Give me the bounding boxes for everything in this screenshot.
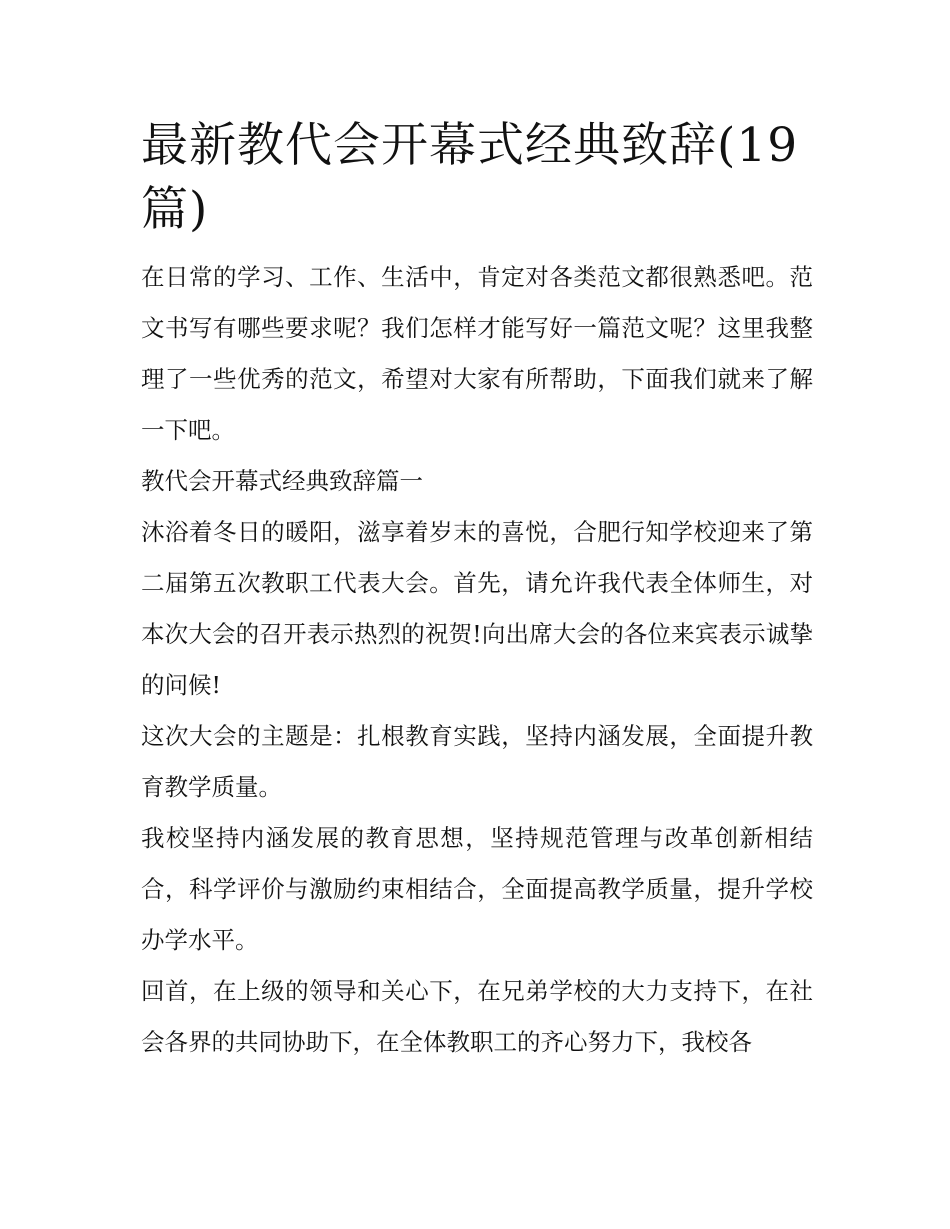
body-paragraph: 回首，在上级的领导和关心下，在兄弟学校的大力支持下，在社会各界的共同协助下，在全体教职工的齐心努力下，我校各 bbox=[141, 977, 813, 1056]
body-paragraph: 我校坚持内涵发展的教育思想，坚持规范管理与改革创新相结合，科学评价与激励约束相结合，全面提高教学质量，提升学校办学水平。 bbox=[141, 824, 813, 954]
body-paragraph: 沐浴着冬日的暖阳，滋享着岁末的喜悦，合肥行知学校迎来了第二届第五次教职工代表大会。首先，请允许我代表全体师生，对本次大会的召开表示热烈的祝贺!向出席大会的各位来宾表示诚挚的问候! bbox=[141, 518, 813, 699]
document-body bbox=[141, 114, 813, 1068]
body-paragraph: 这次大会的主题是：扎根教育实践，坚持内涵发展，全面提升教育教学质量。 bbox=[141, 722, 813, 801]
document-title: 最新教代会开幕式经典致辞(19篇) bbox=[141, 118, 799, 237]
section-heading: 教代会开幕式经典致辞篇一 bbox=[141, 467, 423, 495]
intro-paragraph: 在日常的学习、工作、生活中，肯定对各类范文都很熟悉吧。范文书写有哪些要求呢？我们怎样才能写好一篇范文呢？这里我整理了一些优秀的范文，希望对大家有所帮助，下面我们就来了解一下吧。 bbox=[141, 263, 813, 444]
